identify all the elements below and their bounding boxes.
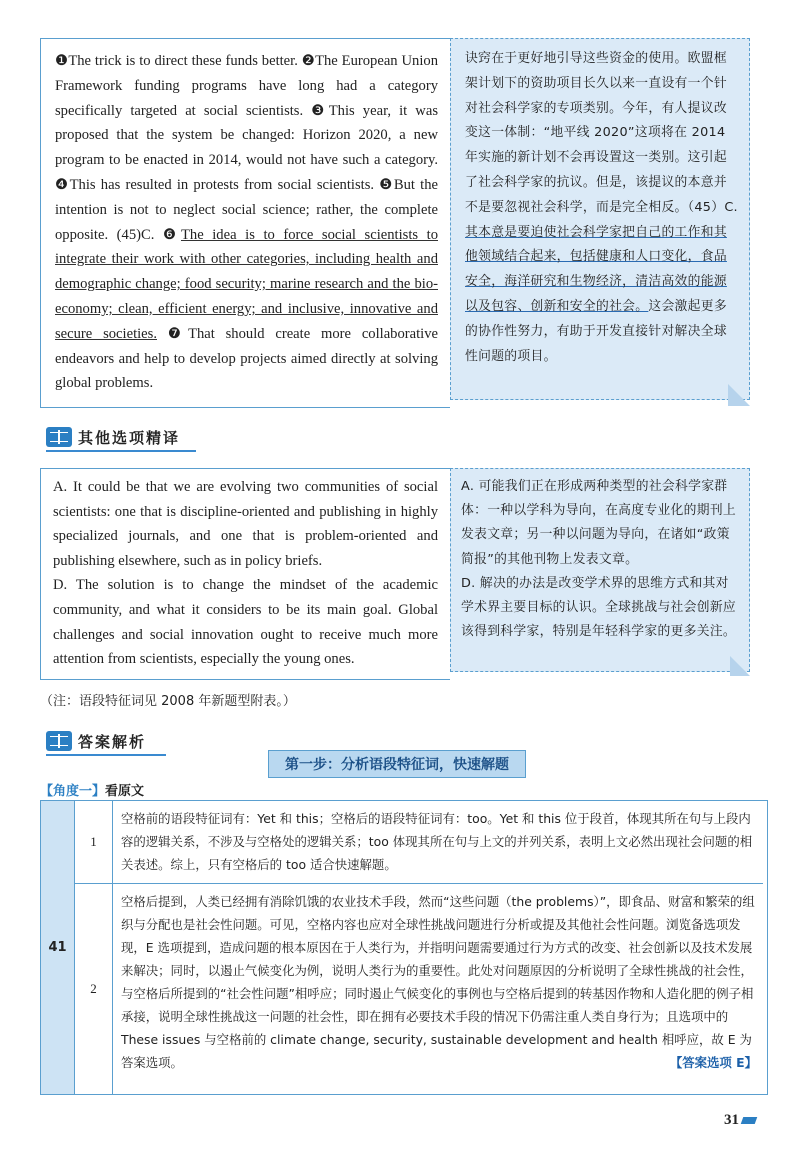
page-number-text: 31: [724, 1112, 739, 1128]
angle-label-bracket: 【角度一】: [40, 784, 106, 799]
option-d-chinese: D. 解决的办法是改变学术界的思维方式和其对学术界主要目标的认识。全球挑战与社会创新应该得到科学家，特别是年轻科学家的更多关注。: [461, 575, 737, 640]
chinese-translation-underlined: 其本意是要迫使社会科学家把自己的工作和其他领域结合起来，包括健康和人口变化，食品安全，海洋研究和生物经济，清洁高效的能源以及包容、创新和安全的社会。: [465, 224, 727, 314]
footnote: （注：语段特征词见 2008 年新题型附表。）: [40, 694, 296, 709]
chinese-translation-text-1: 诀窍在于更好地引导这些资金的使用。欧盟框架计划下的资助项目长久以来一直设有一个针对社会科学家的专项类别。今年，有人提议改变这一体制：“地平线 2020”这项将在 2014 年实施的新计划不会再设置这一类别。这引起了社会科学家的抗议。但是，该提议的本意并不是要忽视社会科学，而是完全相反。（45）C.: [465, 51, 738, 215]
analysis-table: [40, 800, 768, 1095]
english-passage: [55, 49, 438, 396]
book-icon: [46, 427, 72, 447]
page-fold-decoration: [728, 384, 750, 406]
option-a-chinese: A. 可能我们正在形成两种类型的社会科学家群体：一种以学科为导向，在高度专业化的期刊上发表文章；另一种以问题为导向，在诸如“政策简报”的其他刊物上发表文章。: [461, 479, 737, 567]
options-chinese-box: [450, 468, 750, 672]
angle-label: [40, 780, 144, 799]
section-title-other-options: 其他选项精译: [78, 428, 181, 447]
english-passage-box: [40, 38, 450, 408]
row-number-cell: 1: [75, 801, 113, 883]
page-fold-decoration: [730, 656, 750, 676]
angle-label-text: 看原文: [105, 784, 145, 799]
english-passage-underlined: The idea is to force social scientists to integrate their work with other categories, including health and demographic change; food security; marine research and the bio-economy; clean, efficient energy; and inclusive, innovative and secure societies.: [55, 226, 438, 342]
answer-tag: 【答案选项 E】: [669, 1055, 757, 1070]
section-underline: [46, 754, 166, 756]
table-row-text: [113, 884, 763, 1094]
chinese-translation: [465, 47, 739, 369]
graduation-cap-icon: [741, 1117, 758, 1124]
page-number: [724, 1112, 756, 1129]
options-english-box: [40, 468, 450, 680]
table-row-text-body: 空格后提到，人类已经拥有消除饥饿的农业技术手段，然而“这些问题（the problems）”，即食品、财富和繁荣的组织与分配也是社会性问题。可见，空格内容也应对全球性挑战问题进行分析或提及其他社会性问题。浏览备选项发现，E 选项提到，造成问题的根本原因在于人类行为，并指明问题需要通过行为方式的改变、社会创新以及技术发展来解决；同时，以遏止气候变化为例，说明人类行为的重要性。此处对问题原因的分析说明了全球性挑战的社会性，与空格后所提到的“社会性问题”相呼应；同时遏止气候变化的事例也与空格后提到的转基因作物和人造化肥的例子相承接，说明全球性挑战这一问题的社会性，即在拥有必要技术手段的情况下仍需注重人类自身行为；且选项中的 These issues 与空格前的 climate change, security, sustainable development and health 相呼应，故 E 为答案选项。: [121, 894, 755, 1070]
step-banner: 第一步：分析语段特征词，快速解题: [268, 750, 526, 778]
chinese-translation-text-2: 这会激起更多的协作性努力，有助于开发直接针对解决全球性问题的项目。: [465, 298, 727, 364]
english-passage-text-2: ❼That should create more collaborative endeavors and help to develop projects aimed directly at solving global problems.: [55, 325, 438, 392]
question-number-cell: 41: [41, 801, 75, 1094]
option-a-english: A. It could be that we are evolving two communities of social scientists: one that is discipline-oriented and publishing in highly specialized journals, and one that is problem-oriented and publishing elsewhere, such as in policy briefs.: [53, 479, 438, 569]
section-header-answer: [46, 728, 146, 754]
row-number-cell: 2: [75, 884, 113, 1094]
section-header-other-options: [46, 424, 180, 450]
chinese-translation-box: [450, 38, 750, 400]
option-d-english: D. The solution is to change the mindset of the academic community, and what it considers to be its main goal. Global challenges and social innovation ought to receive much more attention from scientists, especially the young ones.: [53, 577, 438, 668]
table-row-text: 空格前的语段特征词有：Yet 和 this；空格后的语段特征词有：too。Yet 和 this 位于段首，体现其所在句与上段内容的逻辑关系，不涉及与空格处的逻辑关系；too 体现其所在句与上文的并列关系，表明上文必然出现社会问题的相关表述。综上，只有空格后的 too 适合快速解题。: [121, 811, 753, 872]
section-underline: [46, 450, 196, 452]
section-title-answer: 答案解析: [78, 732, 147, 751]
english-passage-text-1: ❶The trick is to direct these funds better. ❷The European Union Framework funding programs have long had a category specifically targeted at social scientists. ❸This year, it was proposed that the system be changed: Horizon 2020, a new program to be enacted in 2014, would not have such a category. ❹This has resulted in protests from social scientists. ❺But the intention is not to neglect social science; rather, the complete opposite. (45)C. ❻: [55, 53, 438, 243]
book-icon: [46, 731, 72, 751]
